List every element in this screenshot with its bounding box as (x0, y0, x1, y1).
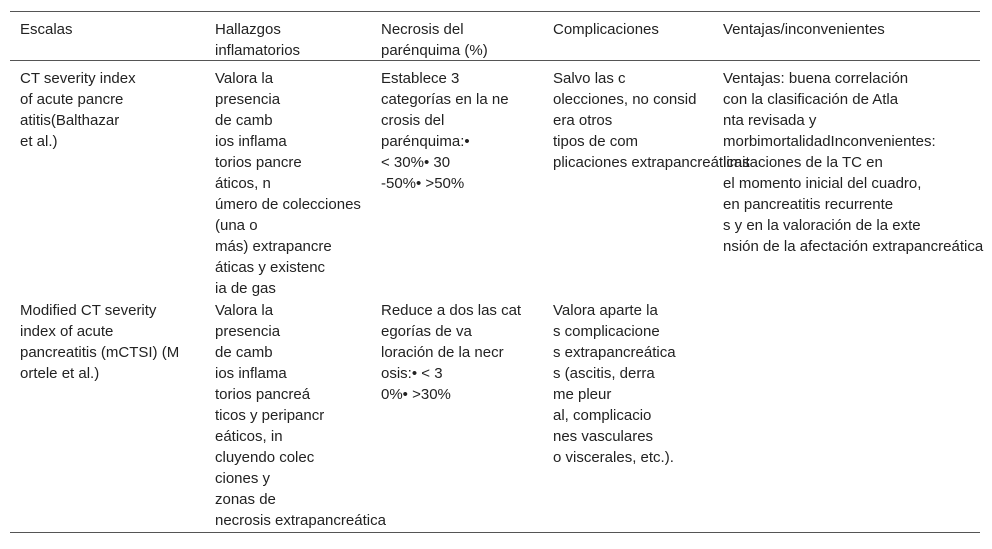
cell-necrosis: Establece 3 categorías en la ne crosis del parénquima:• < 30%• 30 -50%• >50% (381, 70, 509, 192)
table-header-row (10, 12, 980, 60)
table-row (10, 61, 984, 301)
table-row (10, 301, 980, 532)
header-hallazgos: Hallazgos inflamatorios (215, 21, 301, 59)
cell-necrosis: Reduce a dos las cat egorías de va loración de la necr osis:• < 3 0%• >30% (381, 302, 522, 403)
table-bottom-rule (10, 532, 980, 533)
cell-ventajas: Ventajas: buena correlación con la clasificación de Atla nta revisada y morbimortalidadInconvenientes: limitaciones de la TC en el momento inicial del cuadro, en pancreatitis recurrente s y en la valoración de la exte nsión de la afectación extrapancreática (723, 70, 984, 255)
header-escalas: Escalas (20, 21, 73, 38)
cell-hallazgos: Valora la presencia de camb ios inflama torios pancre áticos, n úmero de colecciones (una o más) extrapancre áticas y existenc ia de gas (215, 70, 361, 297)
comparison-table (10, 11, 984, 533)
header-necrosis: Necrosis del parénquima (%) (381, 21, 488, 59)
cell-complicaciones: Valora aparte la s complicacione s extrapancreática s (ascitis, derra me pleur al, complicacio nes vasculares o viscerales, etc.). (553, 302, 676, 466)
cell-escala: CT severity index of acute pancre atitis(Balthazar et al.) (20, 70, 136, 150)
cell-complicaciones: Salvo las c olecciones, no consid era otros tipos de com plicaciones extrapancreáticas (553, 70, 750, 171)
header-complicaciones: Complicaciones (553, 21, 659, 38)
header-ventajas: Ventajas/inconvenientes (723, 21, 885, 38)
cell-hallazgos: Valora la presencia de camb ios inflama torios pancreá ticos y peripancr eáticos, in cluyendo colec ciones y zonas de necrosis extrapancreática (215, 302, 386, 529)
cell-escala: Modified CT severity index of acute pancreatitis (mCTSI) (M ortele et al.) (20, 302, 180, 382)
